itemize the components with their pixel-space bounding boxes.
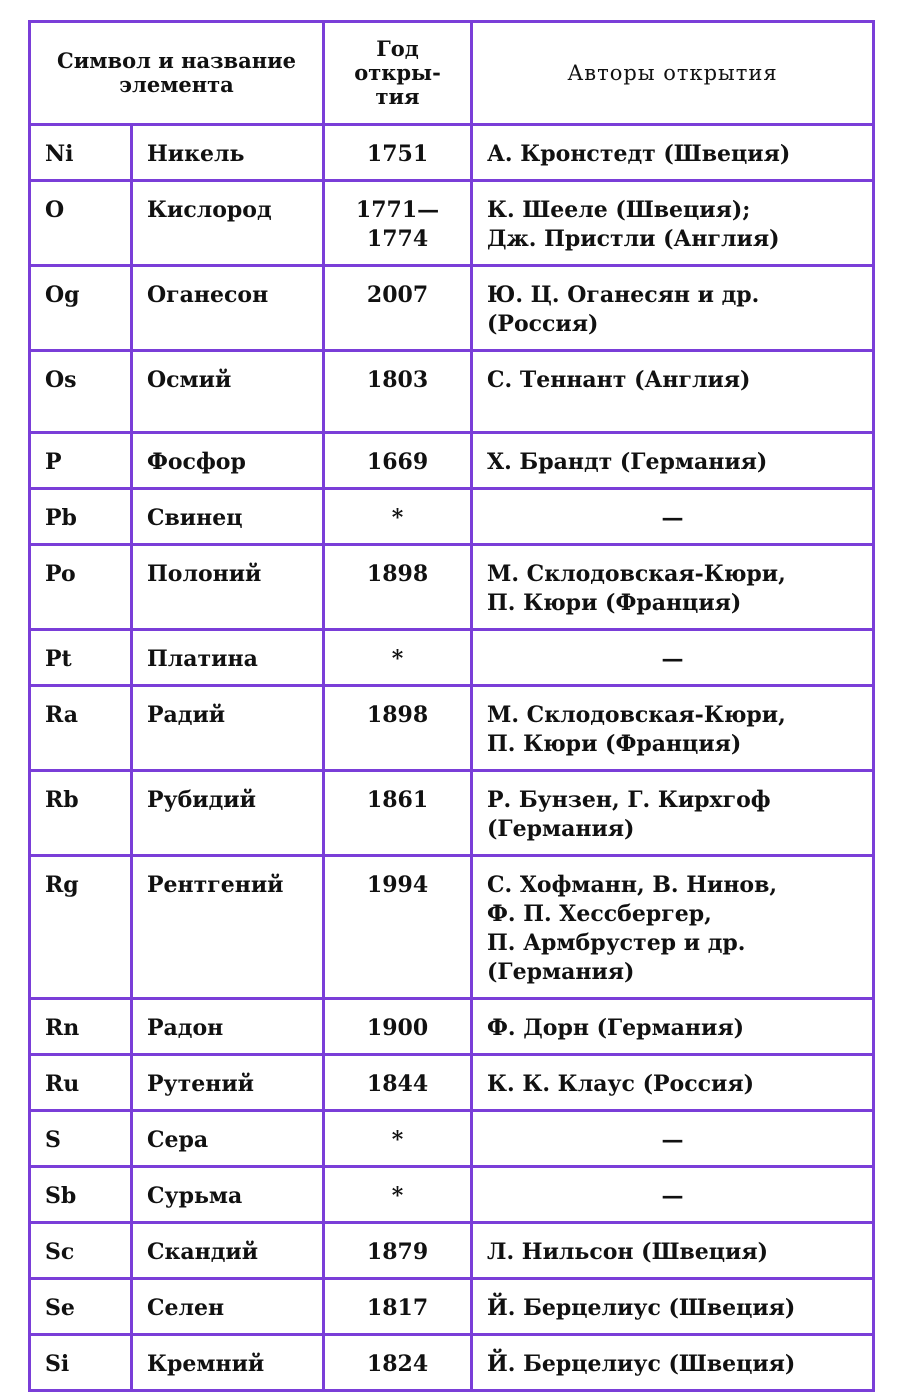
author-line: Ю. Ц. Оганесян и др. [487,282,760,308]
table-row [30,771,874,856]
table-row [30,1223,874,1279]
discovery-authors [472,1111,874,1167]
table-header [30,22,874,125]
author-line: К. К. Клаус (Россия) [487,1071,754,1097]
discovery-year [324,351,472,433]
element-symbol: Pb [30,489,132,545]
table-row [30,1279,874,1335]
table-row [30,999,874,1055]
discovery-authors [472,433,874,489]
element-symbol: S [30,1111,132,1167]
discovery-year-line: 2007 [366,282,429,308]
discovery-authors [472,1279,874,1335]
element-symbol: Pt [30,630,132,686]
discovery-year [324,686,472,771]
table-row [30,489,874,545]
table-row [30,351,874,433]
discovery-authors [472,489,874,545]
discovery-year-line: 1824 [366,1351,429,1377]
element-symbol: Os [30,351,132,433]
element-name: Фосфор [132,433,324,489]
table-row [30,266,874,351]
element-symbol: P [30,433,132,489]
author-line: Дж. Пристли (Англия) [487,226,780,252]
author-line: М. Склодовская-Кюри, [487,702,786,728]
element-symbol: Se [30,1279,132,1335]
discovery-year-line: 1803 [366,367,429,393]
author-line: — [661,1127,684,1153]
header-row [30,22,874,125]
discovery-authors [472,266,874,351]
element-name: Полоний [132,545,324,630]
table-row [30,1111,874,1167]
element-name: Кремний [132,1335,324,1391]
element-symbol: Sb [30,1167,132,1223]
author-line: Х. Брандт (Германия) [487,449,768,475]
element-symbol: Ru [30,1055,132,1111]
header-symbol-name: Символ и название элемента [30,22,324,125]
author-line: — [661,646,684,672]
element-symbol: Rg [30,856,132,999]
author-line: К. Шееле (Швеция); [487,197,751,223]
discovery-year-line: 1817 [366,1295,429,1321]
author-line: (Германия) [487,816,635,842]
author-line: М. Склодовская-Кюри, [487,561,786,587]
author-line: — [661,505,684,531]
discovery-year-line: 1898 [366,702,429,728]
discovery-year-line: * [391,505,404,531]
element-name: Рутений [132,1055,324,1111]
author-line: Ф. Дорн (Германия) [487,1015,745,1041]
discovery-year [324,433,472,489]
element-symbol: Rb [30,771,132,856]
discovery-authors [472,999,874,1055]
discovery-authors [472,856,874,999]
element-symbol: Rn [30,999,132,1055]
discovery-authors [472,1335,874,1391]
discovery-year [324,125,472,181]
author-line: Л. Нильсон (Швеция) [487,1239,768,1265]
element-name: Сурьма [132,1167,324,1223]
discovery-authors [472,630,874,686]
table-row [30,545,874,630]
element-name: Рентгений [132,856,324,999]
author-line: П. Армбрустер и др. [487,930,746,956]
discovery-authors [472,125,874,181]
discovery-authors [472,1055,874,1111]
discovery-year [324,999,472,1055]
element-name: Свинец [132,489,324,545]
discovery-year [324,545,472,630]
discovery-year [324,630,472,686]
discovery-year [324,266,472,351]
table-row [30,125,874,181]
table-body [30,125,874,1391]
discovery-authors [472,181,874,266]
header-year-line: тия [375,84,420,109]
author-line: — [661,1183,684,1209]
discovery-year-line: * [391,646,404,672]
author-line: С. Хофманн, В. Нинов, [487,872,778,898]
discovery-year-line: * [391,1127,404,1153]
discovery-year-line: 1898 [366,561,429,587]
discovery-year-line: 1900 [366,1015,429,1041]
header-authors: Авторы открытия [472,22,874,125]
header-year-line: Год [376,36,419,61]
discovery-year [324,1167,472,1223]
element-name: Радий [132,686,324,771]
author-line: Ф. П. Хессбергер, [487,901,712,927]
discovery-authors [472,545,874,630]
element-name: Никель [132,125,324,181]
discovery-year [324,1335,472,1391]
discovery-year-line: 1669 [366,449,429,475]
author-line: (Россия) [487,311,599,337]
table-row [30,1167,874,1223]
element-symbol: Ra [30,686,132,771]
element-symbol: Po [30,545,132,630]
element-name: Селен [132,1279,324,1335]
discovery-year [324,771,472,856]
discovery-year [324,1279,472,1335]
discovery-year-line: 1994 [366,872,429,898]
element-name: Кислород [132,181,324,266]
element-name: Скандий [132,1223,324,1279]
discovery-year [324,181,472,266]
element-symbol: Sc [30,1223,132,1279]
discovery-year [324,1055,472,1111]
table-row [30,686,874,771]
discovery-year [324,856,472,999]
discovery-authors [472,771,874,856]
discovery-year [324,489,472,545]
header-year-line: откры- [354,60,441,85]
element-symbol: Ni [30,125,132,181]
table-row [30,433,874,489]
element-name: Осмий [132,351,324,433]
element-name: Оганесон [132,266,324,351]
author-line: П. Кюри (Франция) [487,590,742,616]
element-name: Платина [132,630,324,686]
discovery-year-line: 1879 [366,1239,429,1265]
author-line: Й. Берцелиус (Швеция) [487,1295,796,1321]
discovery-year-line: * [391,1183,404,1209]
author-line: Р. Бунзен, Г. Кирхгоф [487,787,771,813]
discovery-authors [472,351,874,433]
discovery-year-line: 1774 [366,226,429,252]
discovery-year-line: 1861 [366,787,429,813]
table-row [30,630,874,686]
element-symbol: O [30,181,132,266]
element-symbol: Si [30,1335,132,1391]
author-line: Й. Берцелиус (Швеция) [487,1351,796,1377]
element-name: Радон [132,999,324,1055]
discovery-year-line: 1751 [366,141,429,167]
table-row [30,181,874,266]
header-year [324,22,472,125]
discovery-year-line: 1771— [355,197,440,223]
author-line: А. Кронстедт (Швеция) [487,141,791,167]
discovery-year [324,1111,472,1167]
element-symbol: Og [30,266,132,351]
author-line: П. Кюри (Франция) [487,731,742,757]
discovery-year-line: 1844 [366,1071,429,1097]
elements-discovery-table [28,20,875,1392]
author-line: (Германия) [487,959,635,985]
discovery-authors [472,1223,874,1279]
table-row [30,1055,874,1111]
discovery-authors [472,1167,874,1223]
table-row [30,856,874,999]
author-line: С. Теннант (Англия) [487,367,751,393]
element-name: Рубидий [132,771,324,856]
table-row [30,1335,874,1391]
element-name: Сера [132,1111,324,1167]
discovery-year [324,1223,472,1279]
discovery-authors [472,686,874,771]
